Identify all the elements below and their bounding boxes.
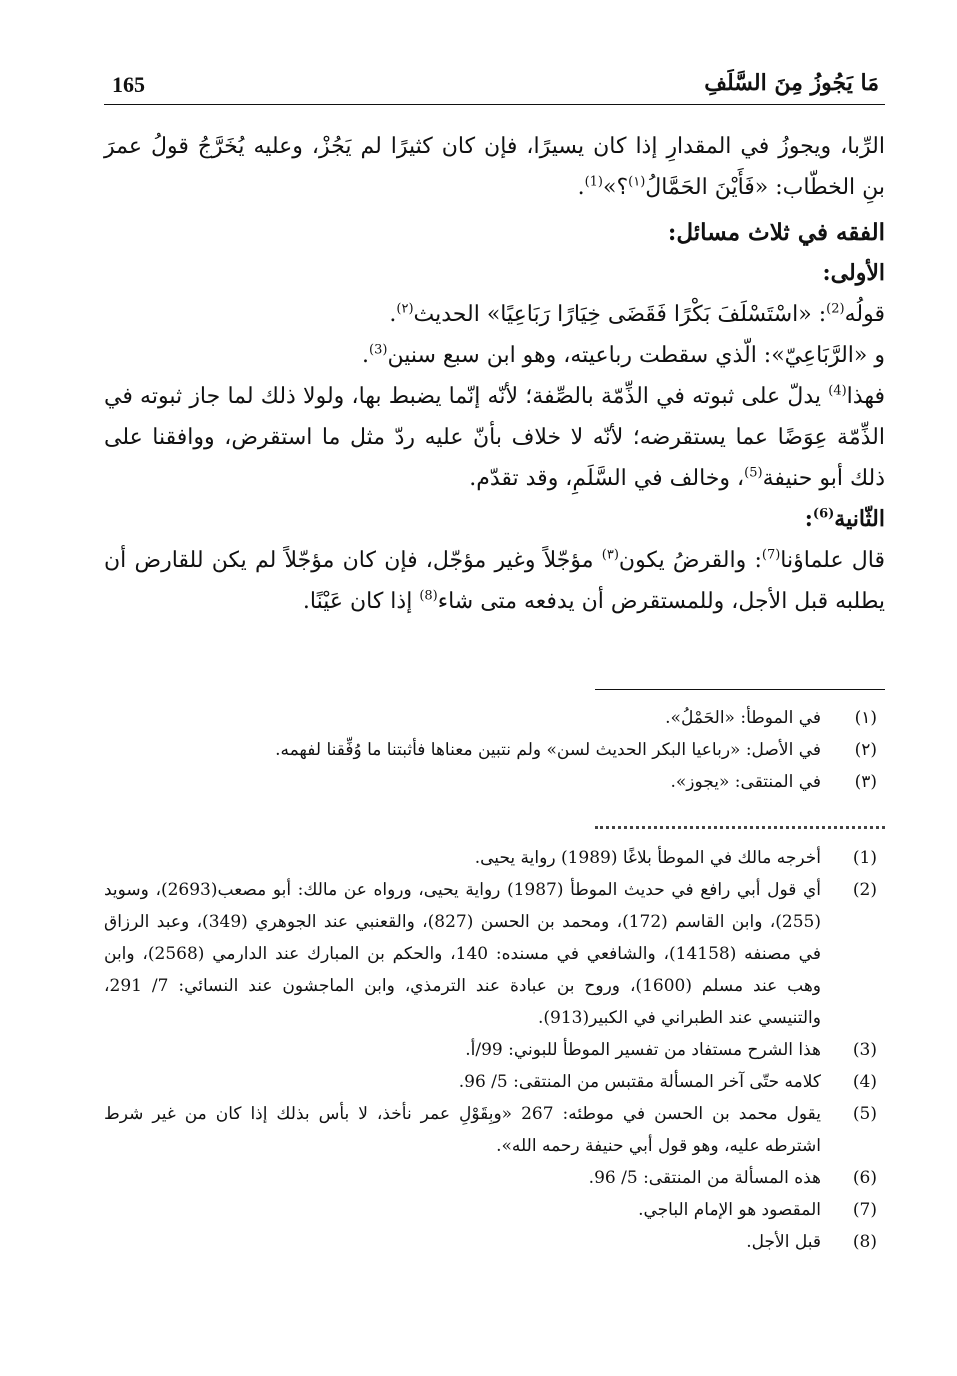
footnote: (2) أي قول أبي رافع في حديث الموطأ (1987) رواية يحيى، ورواه عن مالك: أبو مصعب(2693)، وسويد (255)، وابن القاسم (172)، ومحمد بن الحسن (827)، والقعنبي عند الجوهري (349)، وعبد الرزاق في مصنفه (14158)، والشافعي في مسنده: 140، والحكم بن المبارك عند الدارمي (2568)، وابن وهب عند مسلم (1600)، وروح بن عبادة عند الترمذي، وابن الماجشون عند النسائي: 7/ 291، والتنيسي عند الطبراني في الكبير(913). — [104, 880, 877, 1028]
footnote-separator — [595, 689, 885, 690]
footnote: (5) يقول محمد بن الحسن في موطئه: 267 «وبِقَوْلِ عمر نأخذ، لا بأس بذلك إذا كان من غير شرط اشترطه عليه، وهو قول أبي حنيفة رحمه الله». — [104, 1104, 877, 1156]
variant-ref: (٣) — [601, 547, 619, 563]
footnote: (6) هذه المسألة من المنتقى: 5/ 96. — [588, 1168, 877, 1188]
variant-notes — [104, 702, 885, 798]
page-number: 165 — [112, 72, 145, 97]
footnote-ref: (1) — [584, 174, 603, 190]
variant-note: (١) في الموطأ: «الحَمْلُ». — [665, 708, 877, 728]
footnote-ref: (8) — [419, 588, 438, 604]
footnote-ref: (7) — [761, 547, 781, 563]
paragraph-qala-ulamauna: قال علماؤنا$^{(7)}$: والقرضُ يكون$^{(٣)}$ مؤجّلاً وغير مؤجّل، فإن كان مؤجّلاً لم يكن للقارض أن يطلبه قبل الأجل، وللمستقرض أن يدفعه متى شاء$^{(8)}$ إذا كان عَيْنًا. — [104, 547, 886, 614]
page-header — [104, 70, 885, 105]
dotted-separator — [595, 826, 885, 829]
footnote-ref: (5) — [744, 465, 763, 481]
footnote: (4) كلامه حتّى آخر المسألة مقتبس من المنتقى: 5/ 96. — [458, 1072, 877, 1092]
variant-ref: (١) — [628, 174, 646, 190]
footnote-ref: (4) — [828, 383, 847, 399]
footnote: (7) المقصود هو الإمام الباجي. — [638, 1200, 877, 1220]
variant-note: (٣) في المنتقى: «يجوز». — [670, 772, 877, 792]
paragraph-rubai: و «الرَّبَاعِيّ»: الّذي سقطت رباعيته، وهو ابن سبع سنين$^{(3)}$. — [362, 342, 885, 368]
footnote: (3) هذا الشرح مستفاد من تفسير الموطأ للبوني: 99/أ. — [465, 1040, 877, 1060]
variant-ref: (٢) — [396, 301, 414, 317]
footnote: (8) قبل الأجل. — [746, 1232, 877, 1252]
footnote-ref: (3) — [369, 342, 388, 358]
paragraph-qawluhu: قولُه$^{(2)}$: «اسْتَسْلَفَ بَكْرًا فَقَضَى خِيَارًا رَبَاعِيًا» الحديث$^{(٢)}$. — [389, 301, 885, 327]
paragraph-riba: الرِّبا، ويجوزُ في المقدارِ إذا كان يسيرًا، فإن كان كثيرًا لم يَجُزْ، وعليه يُخَرَّجُ قولُ عمرَ بنِ الخطّاب: «فَأَيْنَ الحَمَّالُ$^{(١)}$؟»$^{(1)}$. — [104, 134, 885, 200]
footnote-ref: (6) — [812, 506, 835, 522]
running-title: مَا يَجُوزُ مِنَ السَّلَفِ — [704, 70, 879, 96]
variant-note: (٢) في الأصل: «رباعيا البكر الحديث لسن» ولم نتبين معناها فأثبتنا ما وُفِّقنا لفهمه. — [275, 740, 877, 760]
footnote: (1) أخرجه مالك في الموطأ بلاغًا (1989) رواية يحيى. — [474, 848, 877, 868]
section-heading: الفقه في ثلاث مسائل: — [667, 219, 885, 246]
footnote-ref: (2) — [826, 301, 845, 317]
second-issue-heading: الثّانية$^{(6)}$: — [804, 506, 885, 532]
first-issue-heading: الأولى: — [822, 260, 885, 286]
paragraph-fahadha: فهذا$^{(4)}$ يدلّ على ثبوته في الذِّمّة بالصِّفة؛ لأنّه إنّما يضبط بها، ولولا ذلك لما جاز ثبوته في الذِّمّة عِوَضًا عما يستقرضه؛ لأنّه لا خلاف بأنّ عليه ردّ مثل ما استقرض، ووافقنا على ذلك أبو حنيفة$^{(5)}$، وخالف في السَّلَمِ، وقد تقدّم. — [104, 383, 885, 491]
main-text — [104, 126, 885, 622]
footnotes — [104, 842, 885, 1258]
